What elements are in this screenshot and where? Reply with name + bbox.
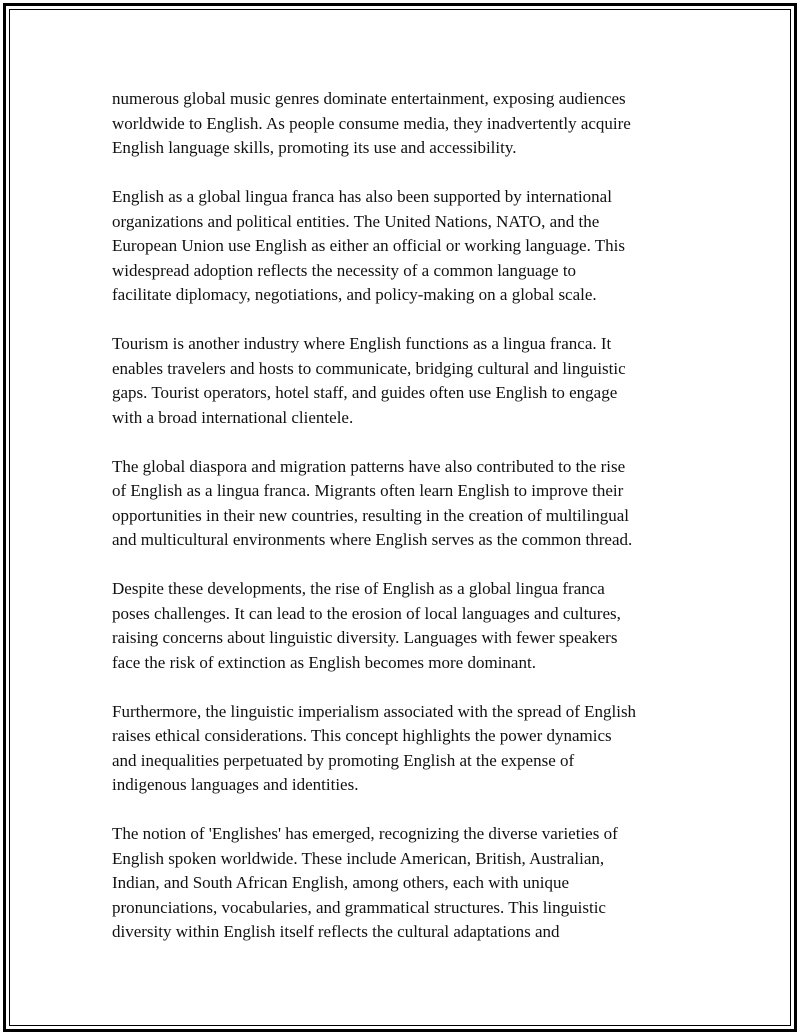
paragraph [112, 185, 702, 308]
text-line: European Union use English as either an official or working language. This [112, 236, 626, 255]
text-line: numerous global music genres dominate entertainment, exposing audiences [112, 89, 626, 108]
text-line: pronunciations, vocabularies, and grammatical structures. This linguistic [112, 897, 606, 917]
text-line: widespread adoption reflects the necessity of a common language to [112, 260, 577, 280]
text-line: organizations and political entities. The United Nations, NATO, and the [112, 211, 600, 231]
text-line: raises ethical considerations. This concept highlights the power dynamics [112, 726, 612, 745]
text-line: poses challenges. It can lead to the erosion of local languages and cultures, [112, 603, 621, 623]
text-line: and multicultural environments where English serves as the common thread. [112, 530, 633, 549]
text-line: with a broad international clientele. [112, 407, 354, 427]
text-line: indigenous languages and identities. [112, 775, 359, 794]
text-line: and inequalities perpetuated by promoting English at the expense of [112, 750, 575, 770]
text-line: worldwide to English. As people consume media, they inadvertently acquire [112, 113, 631, 133]
text-line: English spoken worldwide. These include American, British, Australian, [112, 848, 605, 868]
paragraph [112, 577, 702, 675]
text-line: raising concerns about linguistic diversity. Languages with fewer speakers [112, 628, 618, 647]
document-body [112, 87, 702, 969]
paragraph [112, 455, 702, 553]
paragraph [112, 87, 702, 161]
text-line: The global diaspora and migration patterns have also contributed to the rise [112, 456, 626, 476]
text-line: English language skills, promoting its use and accessibility. [112, 138, 517, 157]
text-line: enables travelers and hosts to communicate, bridging cultural and linguistic [112, 358, 626, 378]
text-line: English as a global lingua franca has also been supported by international [112, 187, 612, 206]
paragraph [112, 700, 702, 798]
text-line: gaps. Tourist operators, hotel staff, and guides often use English to engage [112, 383, 618, 402]
paragraph [112, 822, 702, 945]
paragraph [112, 332, 702, 430]
text-line: opportunities in their new countries, resulting in the creation of multilingual [112, 505, 629, 525]
text-line: Tourism is another industry where English functions as a lingua franca. It [112, 334, 612, 353]
text-line: Furthermore, the linguistic imperialism associated with the spread of English [112, 701, 637, 721]
text-line: facilitate diplomacy, negotiations, and policy-making on a global scale. [112, 285, 597, 304]
text-line: Despite these developments, the rise of English as a global lingua franca [112, 579, 605, 598]
text-line: The notion of 'Englishes' has emerged, recognizing the diverse varieties of [112, 824, 618, 843]
text-line: diversity within English itself reflects the cultural adaptations and [112, 922, 560, 941]
text-line: Indian, and South African English, among others, each with unique [112, 873, 570, 892]
text-line: face the risk of extinction as English becomes more dominant. [112, 652, 536, 672]
text-line: of English as a lingua franca. Migrants often learn English to improve their [112, 481, 624, 500]
